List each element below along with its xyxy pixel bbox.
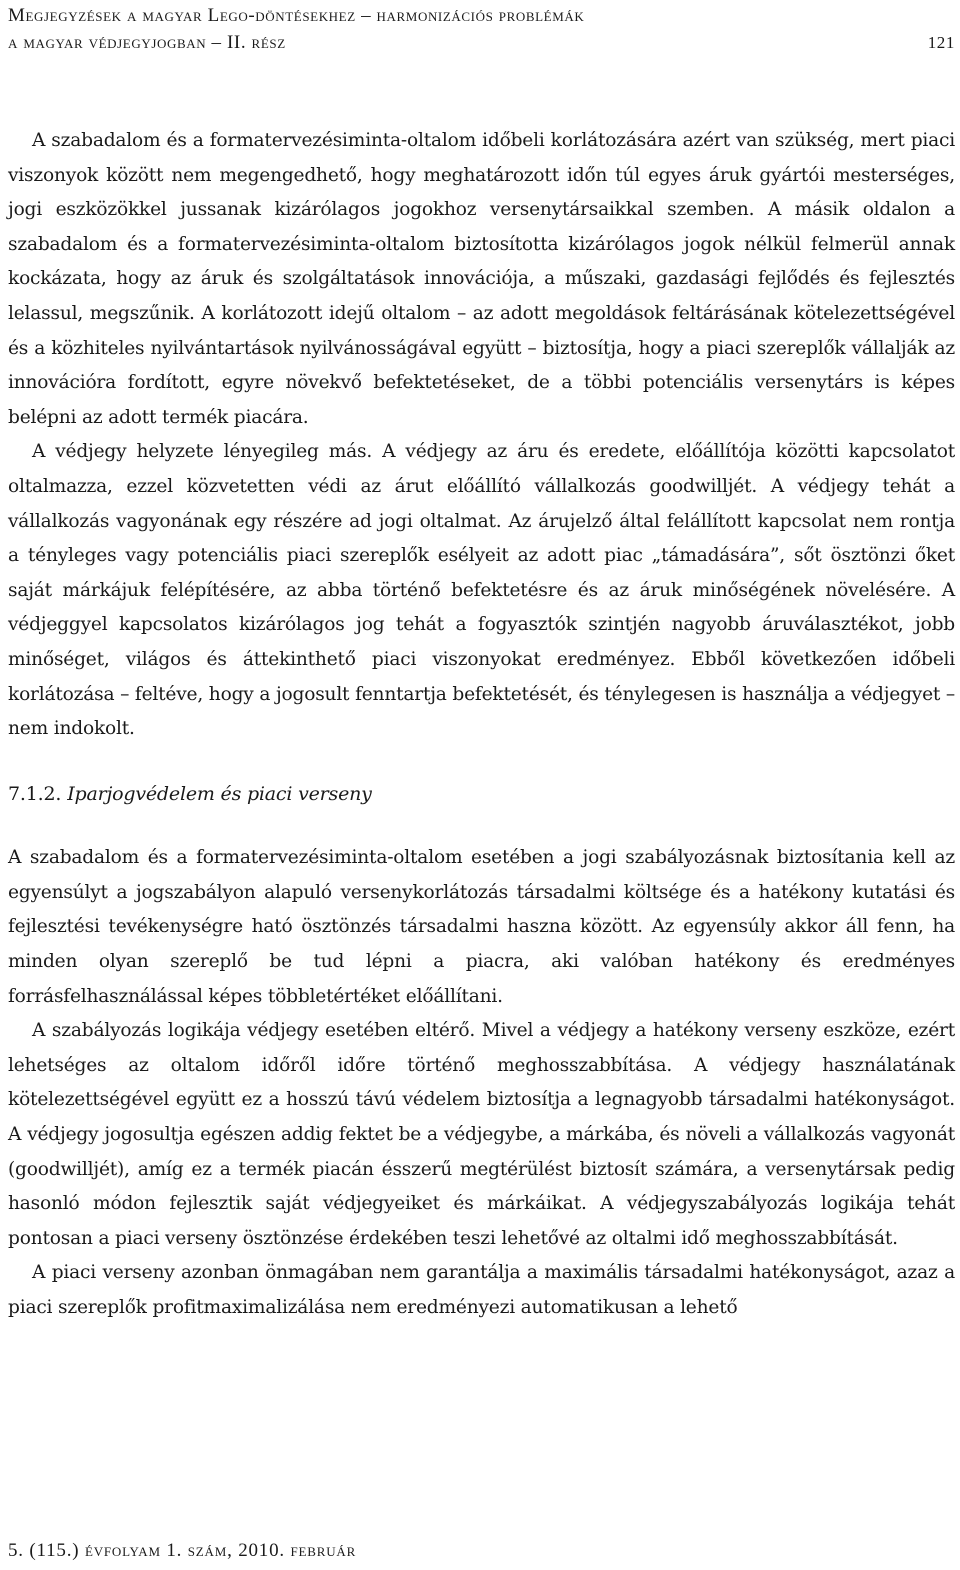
section-number: 7.1.2. xyxy=(8,782,62,805)
paragraph-trademark-situation: A védjegy helyzete lényegileg más. A védjegy az áru és eredete, előállítója közötti kapcsolatot oltalmazza, ezzel közvetetten védi az árut előállító vállalkozás goodwilljét. A védjegy tehát a vállalkozás vagyonának egy részére ad jogi oltalmat. Az árujelző által felállított kapcsolat nem rontja a tényleges vagy potenciális piaci szereplők esélyeit az adott piac „támadására”, sőt ösztönzi őket saját márkájuk felépítésére, az abba történő befektetésre és az áruk minőségének növelésére. A védjeggyel kapcsolatos kizárólagos jog tehát a fogyasztók szintjén nagyobb áruválasztékot, jobb minőséget, világos és áttekinthető piaci viszonyokat eredményez. Ebből következően időbeli korlátozása – feltéve, hogy a jogosult fenntartja befektetését, és ténylegesen is használja a védjegyet – nem indokolt. xyxy=(8,441,955,740)
document-page xyxy=(8,0,955,1570)
running-head-line-2: a magyar védjegyjogban – II. rész xyxy=(8,32,286,53)
paragraph-patent-design-limits: A szabadalom és a formatervezésiminta-oltalom időbeli korlátozására azért van szükség, mert piaci viszonyok között nem megengedhető, hogy meghatározott időn túl egyes áruk gyártói mesterséges, jogi eszközökkel jussanak kizárólagos jogokhoz versenytársaikkal szemben. A másik oldalon a szabadalom és a formatervezésiminta-oltalom biztosította kizárólagos jogok nélkül felmerül annak kockázata, hogy az áruk és szolgáltatások innovációja, a műszaki, gazdasági fejlődés és fejlesztés lelassul, megszűnik. A korlátozott idejű oltalom – az adott megoldások feltárásának kötelezettségével és a közhiteles nyilvántartások nyilvánosságával együtt – biztosítja, hogy a piaci szereplők vállalják az innovációra fordított, egyre növekvő befektetéseket, de a többi potenciális versenytárs is képes belépni az adott termék piacára. xyxy=(8,130,955,428)
paragraph-balance: A szabadalom és a formatervezésiminta-oltalom esetében a jogi szabályozásnak biztosítania kell az egyensúlyt a jogszabályon alapuló versenykorlátozás társadalmi költsége és a hatékony kutatási és fejlesztési tevékenységre ható ösztönzés társadalmi haszna között. Az egyensúly akkor áll fenn, ha minden olyan szereplő be tud lépni a piacra, aki valóban hatékony és eredményes forrásfelhasználással képes többletértéket előállítani. xyxy=(8,847,955,1007)
running-head-line-1: Megjegyzések a magyar Lego-döntésekhez – harmonizációs problémák xyxy=(8,5,585,26)
body-text xyxy=(8,124,955,1326)
paragraph-regulation-logic: A szabályozás logikája védjegy esetében eltérő. Mivel a védjegy a hatékony verseny eszköze, ezért lehetséges az oltalom időről időre történő meghosszabbítása. A védjegy használatának kötelezettségével együtt ez a hosszú távú védelem biztosítja a legnagyobb társadalmi hatékonyságot. A védjegy jogosultja egészen addig fektet be a védjegybe, a márkába, és növeli a vállalkozás vagyonát (goodwilljét), amíg ez a termék piacán ésszerű megtérülést biztosít számára, a versenytársak pedig hasonló módon fejlesztik saját védjegyeiket és márkáikat. A védjegyszabályozás logikája tehát pontosan a piaci verseny ösztönzése érdekében teszi lehetővé az oltalmi idő meghosszabbítását. xyxy=(8,1020,955,1249)
section-heading xyxy=(8,777,955,812)
page-number: 121 xyxy=(927,33,955,52)
running-head xyxy=(8,2,955,56)
section-title: Iparjogvédelem és piaci verseny xyxy=(67,782,372,805)
paragraph-market-competition: A piaci verseny azonban önmagában nem garantálja a maximális társadalmi hatékonyságot, azaz a piaci szereplők profitmaximalizálása nem eredményezi automatikusan a lehető xyxy=(8,1262,955,1318)
page-footer: 5. (115.) évfolyam 1. szám, 2010. február xyxy=(8,1540,357,1561)
